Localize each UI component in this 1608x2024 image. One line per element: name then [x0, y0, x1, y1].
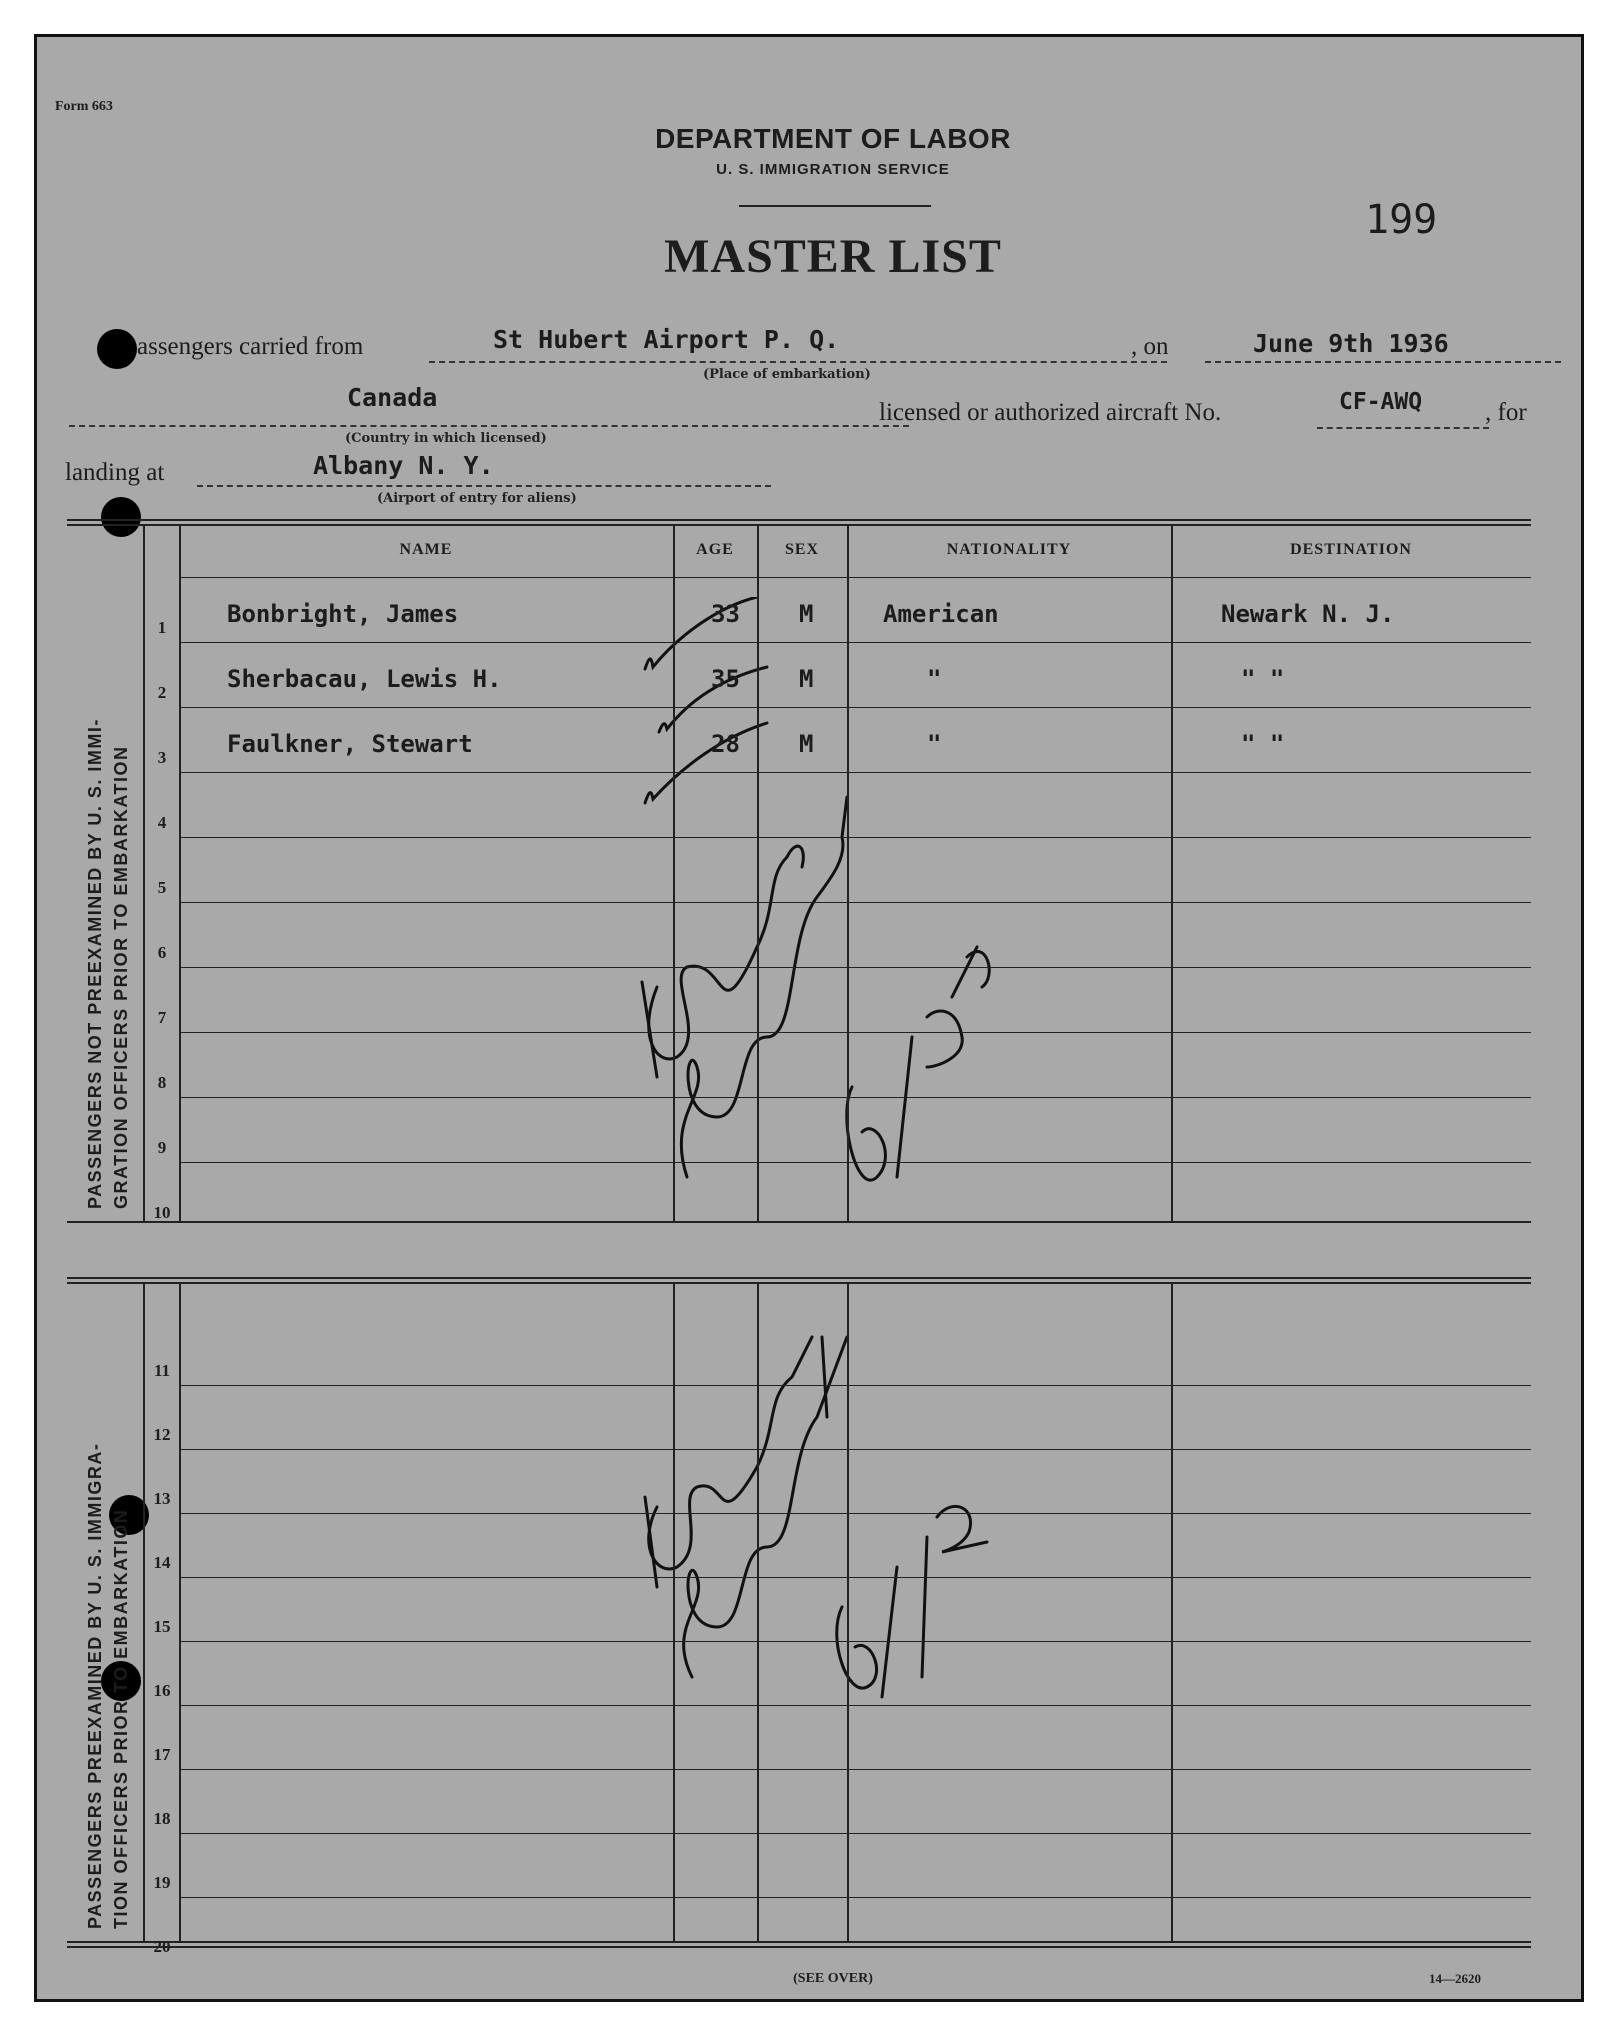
passenger-name: Bonbright, James	[227, 600, 459, 628]
row-number: 17	[153, 1745, 171, 1764]
form-number: Form 663	[55, 99, 113, 114]
department-title: DEPARTMENT OF LABOR	[655, 123, 1011, 154]
passenger-sex: M	[799, 665, 814, 693]
column-rule	[847, 1283, 849, 1941]
embarkation-line	[429, 361, 1167, 363]
row-number: 3	[157, 748, 167, 767]
row-number: 19	[153, 1873, 171, 1892]
signature-1-date: 6/9/36	[857, 1207, 861, 1208]
row-number: 10	[153, 1203, 171, 1222]
inspector-signature-2	[597, 1297, 1017, 1737]
column-header-sex: SEX	[784, 541, 820, 558]
row-number: 4	[157, 813, 167, 832]
row-number: 1	[157, 618, 167, 637]
row-rule	[179, 1897, 1531, 1898]
row-rule	[179, 1449, 1531, 1450]
passenger-destination: " "	[1241, 665, 1285, 693]
row-number: 5	[157, 878, 167, 897]
service-subtitle: U. S. IMMIGRATION SERVICE	[716, 161, 950, 178]
section-2-label-line-1: PASSENGERS PREEXAMINED BY U. S. IMMIGRA-	[85, 1442, 105, 1929]
column-header-nationality: NATIONALITY	[946, 541, 1072, 558]
row-number: 6	[157, 943, 167, 962]
landing-label: landing at	[65, 459, 165, 486]
airport-caption: (Airport of entry for aliens)	[377, 491, 577, 506]
passenger-nationality: "	[927, 730, 942, 758]
column-rule	[1171, 1283, 1173, 1941]
row-number: 9	[157, 1138, 167, 1157]
column-rule	[757, 1283, 759, 1941]
row-rule	[179, 837, 1531, 838]
section-label-rule	[143, 525, 145, 1221]
column-header-name: NAME	[399, 541, 453, 558]
table-bottom-rule	[67, 1221, 1531, 1223]
row-number: 18	[153, 1809, 171, 1828]
punch-hole	[97, 329, 137, 369]
country-line	[69, 425, 909, 427]
table-top-rule	[67, 519, 1531, 521]
row-rule	[179, 1769, 1531, 1770]
row-rule	[179, 642, 1531, 643]
column-rule	[673, 525, 675, 1221]
row-number: 13	[153, 1489, 171, 1508]
on-label: , on	[1131, 333, 1169, 360]
passenger-destination: " "	[1241, 730, 1285, 758]
row-rule	[179, 1162, 1531, 1163]
column-rule	[179, 525, 181, 1221]
section-2-label-line-2: TION OFFICERS PRIOR TO EMBARKATION	[111, 1508, 131, 1929]
table-top-rule	[67, 1277, 1531, 1279]
passenger-nationality: "	[927, 665, 942, 693]
passenger-age: 35	[711, 665, 740, 693]
row-number: 14	[153, 1553, 171, 1572]
row-rule	[179, 1833, 1531, 1834]
row-number: 12	[153, 1425, 171, 1444]
page-title: MASTER LIST	[664, 230, 1002, 283]
column-rule	[757, 525, 759, 1221]
table-top-rule	[67, 524, 1531, 526]
row-rule	[179, 1577, 1531, 1578]
row-rule	[179, 1097, 1531, 1098]
section-1-label-line-2: GRATION OFFICERS PRIOR TO EMBARKATION	[111, 745, 131, 1209]
see-over-note: (SEE OVER)	[793, 1971, 873, 1986]
row-rule	[179, 1385, 1531, 1386]
airport-of-entry: Albany N. Y.	[313, 451, 494, 480]
place-caption: (Place of embarkation)	[703, 367, 871, 382]
aircraft-label: licensed or authorized aircraft No.	[879, 399, 1222, 426]
passenger-sex: M	[799, 730, 814, 758]
passenger-nationality: American	[883, 600, 999, 628]
embarkation-date: June 9th 1936	[1253, 329, 1449, 358]
passenger-sex: M	[799, 600, 814, 628]
landing-line	[197, 485, 771, 487]
row-rule	[179, 1032, 1531, 1033]
column-rule	[1171, 525, 1173, 1221]
country-licensed: Canada	[347, 383, 438, 412]
row-rule	[179, 1705, 1531, 1706]
table-bottom-rule	[67, 1946, 1531, 1948]
passenger-name: Sherbacau, Lewis H.	[227, 665, 502, 693]
row-number: 20	[153, 1937, 171, 1956]
punch-hole	[101, 497, 141, 537]
row-rule	[179, 1641, 1531, 1642]
for-label: , for	[1485, 399, 1527, 426]
column-rule	[179, 1283, 181, 1941]
signature-2-date: 6/9/36	[857, 1727, 861, 1728]
passenger-age: 33	[711, 600, 740, 628]
row-number: 2	[157, 683, 167, 702]
row-number: 15	[153, 1617, 171, 1636]
row-rule	[179, 902, 1531, 903]
table-top-rule	[67, 1282, 1531, 1284]
column-header-age: AGE	[696, 541, 734, 558]
aircraft-line	[1317, 427, 1489, 429]
row-number: 16	[153, 1681, 171, 1700]
date-line	[1205, 361, 1561, 363]
column-header-destination: DESTINATION	[1290, 541, 1412, 558]
row-number: 7	[157, 1008, 167, 1027]
passenger-name: Faulkner, Stewart	[227, 730, 473, 758]
column-rule	[847, 525, 849, 1221]
row-rule	[179, 707, 1531, 708]
carried-from-label: assengers carried from	[137, 333, 364, 360]
section-label-rule	[143, 1283, 145, 1941]
passenger-age: 28	[711, 730, 740, 758]
row-rule	[179, 967, 1531, 968]
sheet-number: 199	[1365, 197, 1438, 243]
form-page	[34, 34, 1584, 2002]
row-number: 11	[153, 1361, 171, 1380]
print-code: 14—2620	[1429, 1971, 1481, 1986]
aircraft-number: CF-AWQ	[1339, 389, 1423, 415]
row-rule	[179, 1513, 1531, 1514]
country-caption: (Country in which licensed)	[345, 431, 547, 446]
section-1-label-line-1: PASSENGERS NOT PREEXAMINED BY U. S. IMMI-	[85, 718, 105, 1209]
passenger-destination: Newark N. J.	[1221, 600, 1395, 628]
header-rule	[739, 205, 931, 207]
place-of-embarkation: St Hubert Airport P. Q.	[493, 325, 840, 354]
row-rule	[179, 772, 1531, 773]
row-number: 8	[157, 1073, 167, 1092]
column-rule	[673, 1283, 675, 1941]
table-bottom-rule	[67, 1941, 1531, 1943]
header-rule	[179, 577, 1531, 578]
